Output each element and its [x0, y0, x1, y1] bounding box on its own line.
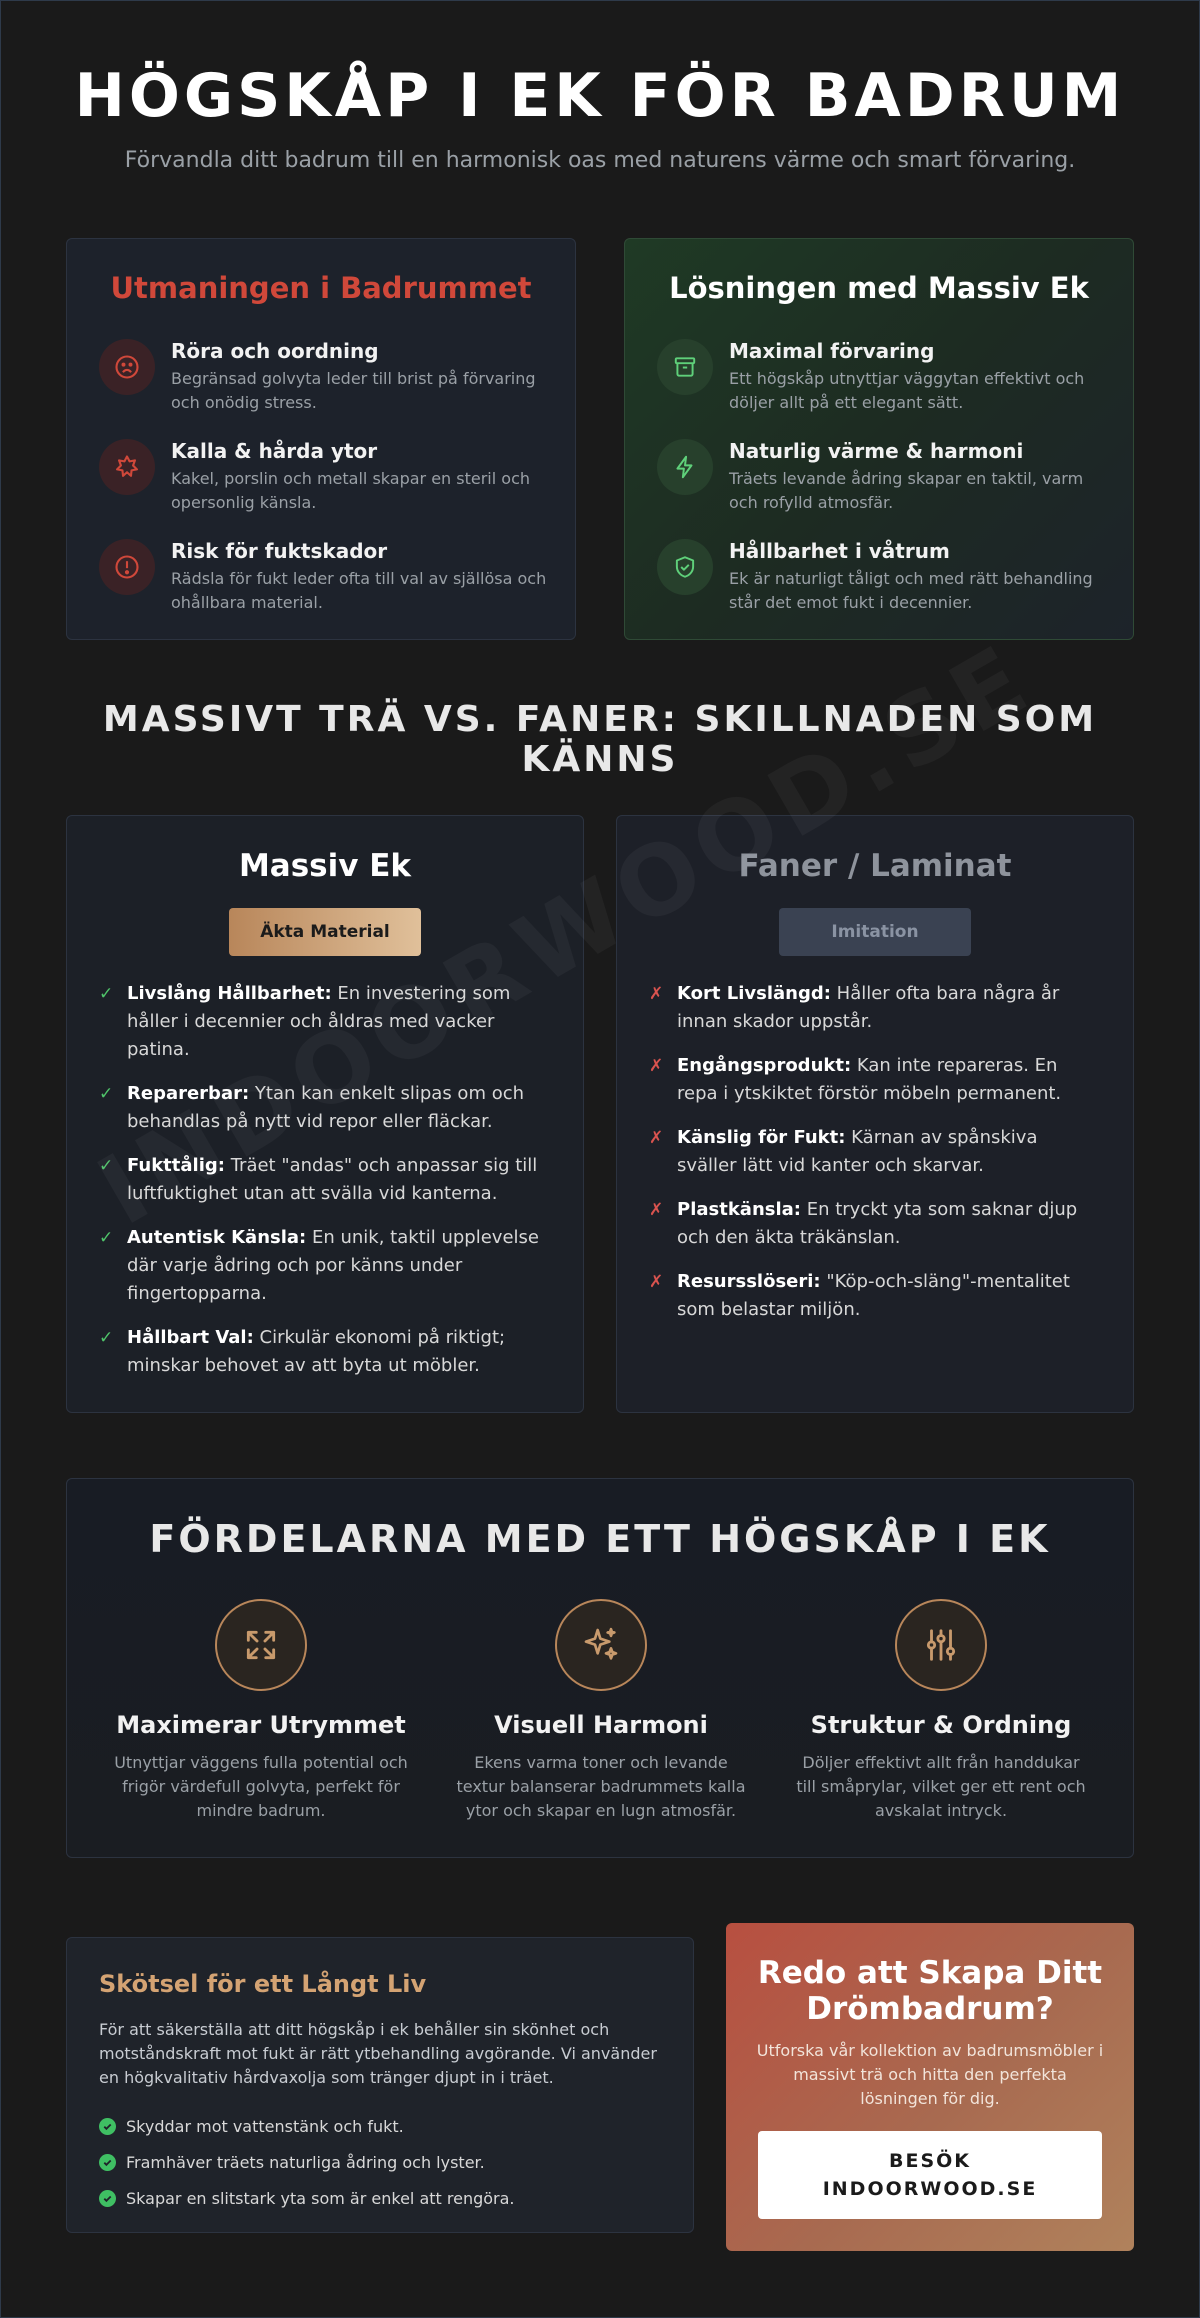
cross-icon: ✗: [649, 1272, 664, 1292]
archive-box-icon: [657, 339, 713, 395]
alert-circle-icon: [99, 539, 155, 595]
care-title: Skötsel för ett Långt Liv: [99, 1970, 427, 1998]
solution-item-desc: Ek är naturligt tåligt och med rätt behandling står det emot fukt i decennier.: [729, 569, 1093, 612]
sad-face-icon: [99, 339, 155, 395]
problem-title: Utmaningen i Badrummet: [110, 271, 532, 305]
cross-icon: ✗: [649, 1056, 664, 1076]
benefit-desc: Döljer effektivt allt från handdukar till småprylar, vilket ger ett rent och avskalat intryck.: [796, 1753, 1086, 1820]
benefits-title: FÖRDELARNA MED ETT HÖGSKÅP I EK: [149, 1517, 1051, 1561]
solid-oak-title: Massiv Ek: [238, 848, 412, 884]
check-circle-icon: [99, 2118, 116, 2135]
benefit-desc: Ekens varma toner och levande textur balanserar badrummets kalla ytor och skapar en lugn atmosfär.: [456, 1753, 746, 1820]
list-item: ✓ Hållbart Val: Cirkulär ekonomi på riktigt; minskar behovet av att byta ut möbler.: [99, 1324, 547, 1380]
list-item: ✓ Reparerbar: Ytan kan enkelt slipas om och behandlas på nytt vid repor eller fläckar.: [99, 1080, 547, 1136]
benefit-item: [776, 1599, 1106, 1823]
cta-title: Redo att Skapa Ditt Drömbadrum?: [757, 1955, 1103, 2027]
benefit-item: [436, 1599, 766, 1823]
check-circle-icon: [99, 2154, 116, 2171]
solution-item-desc: Ett högskåp utnyttjar väggytan effektivt och döljer allt på ett elegant sätt.: [729, 369, 1085, 412]
care-card: [66, 1937, 694, 2233]
solution-title: Lösningen med Massiv Ek: [669, 271, 1089, 305]
veneer-title: Faner / Laminat: [738, 848, 1012, 884]
comparison-title: MASSIVT TRÄ VS. FANER: SKILLNADEN SOM KÄNNS: [102, 699, 1098, 780]
solution-item: [657, 339, 1105, 415]
burst-icon: [99, 439, 155, 495]
cta-text: Utforska vår kollektion av badrumsmöbler i massivt trä och hitta den perfekta lösningen för dig.: [756, 2041, 1104, 2108]
care-text: För att säkerställa att ditt högskåp i ek behåller sin skönhet och motståndskraft mot fukt är rätt ytbehandling avgörande. Vi använder en högkvalitativ hårdvaxolja som tränger djupt in i träet.: [99, 2020, 657, 2087]
problem-item: [99, 339, 547, 415]
imitation-badge: Imitation: [779, 908, 971, 956]
visit-site-button[interactable]: BESÖK INDOORWOOD.SE: [758, 2131, 1102, 2219]
list-item: ✗ Resursslöseri: "Köp-och-släng"-mentalitet som belastar miljön.: [649, 1268, 1097, 1324]
list-item: ✓ Livslång Hållbarhet: En investering som håller i decennier och åldras med vacker patina.: [99, 980, 547, 1064]
problem-item-title: Kalla & hårda ytor: [171, 439, 378, 463]
solid-oak-card: [66, 815, 584, 1413]
cta-card: [726, 1923, 1134, 2251]
authentic-badge: Äkta Material: [229, 908, 421, 956]
problem-card: [66, 238, 576, 640]
care-list: [99, 2108, 661, 2216]
list-item: ✗ Engångsprodukt: Kan inte repareras. En repa i ytskiktet förstör möbeln permanent.: [649, 1052, 1097, 1108]
solution-item: [657, 539, 1105, 615]
solution-item-desc: Träets levande ådring skapar en taktil, varm och rofylld atmosfär.: [729, 469, 1084, 512]
page-subtitle: Förvandla ditt badrum till en harmonisk oas med naturens värme och smart förvaring.: [124, 148, 1076, 173]
sliders-icon: [895, 1599, 987, 1691]
check-circle-icon: [99, 2190, 116, 2207]
check-icon: ✓: [99, 1228, 114, 1248]
problem-item-desc: Rädsla för fukt leder ofta till val av själlösa och ohållbara material.: [171, 569, 547, 612]
benefit-title: Maximerar Utrymmet: [116, 1711, 406, 1739]
problem-item-title: Risk för fuktskador: [171, 539, 388, 563]
veneer-list: [649, 980, 1097, 1324]
cross-icon: ✗: [649, 1200, 664, 1220]
problem-item-desc: Begränsad golvyta leder till brist på förvaring och onödig stress.: [171, 369, 536, 412]
cross-icon: ✗: [649, 1128, 664, 1148]
solution-item-title: Maximal förvaring: [729, 339, 935, 363]
lightning-icon: [657, 439, 713, 495]
list-item: ✗ Kort Livslängd: Håller ofta bara några år innan skador uppstår.: [649, 980, 1097, 1036]
care-cta-section: [66, 1923, 1134, 2253]
sparkles-icon: [555, 1599, 647, 1691]
list-item: ✗ Känslig för Fukt: Kärnan av spånskiva sväller lätt vid kanter och skarvar.: [649, 1124, 1097, 1180]
page-title: HÖGSKÅP I EK FÖR BADRUM: [74, 61, 1126, 131]
list-item: ✗ Plastkänsla: En tryckt yta som saknar djup och den äkta träkänslan.: [649, 1196, 1097, 1252]
solution-item: [657, 439, 1105, 515]
benefits-card: [66, 1478, 1134, 1858]
expand-arrows-icon: [215, 1599, 307, 1691]
solution-card: [624, 238, 1134, 640]
check-icon: ✓: [99, 1156, 114, 1176]
check-icon: ✓: [99, 984, 114, 1004]
veneer-card: [616, 815, 1134, 1413]
benefit-desc: Utnyttjar väggens fulla potential och frigör värdefull golvyta, perfekt för mindre badrum.: [114, 1753, 408, 1820]
benefits-section: [66, 1478, 1134, 1858]
problem-item: [99, 439, 547, 515]
cross-icon: ✗: [649, 984, 664, 1004]
solution-item-title: Hållbarhet i våtrum: [729, 539, 950, 563]
check-icon: ✓: [99, 1084, 114, 1104]
problem-item: [99, 539, 547, 615]
list-item: ✓ Autentisk Känsla: En unik, taktil upplevelse där varje ådring och por känns under fingertopparna.: [99, 1224, 547, 1308]
problem-solution-section: [66, 238, 1134, 640]
list-item: Skapar en slitstark yta som är enkel att rengöra.: [99, 2180, 661, 2216]
list-item: ✓ Fukttålig: Träet "andas" och anpassar sig till luftfuktighet utan att svälla vid kanterna.: [99, 1152, 547, 1208]
list-item: Framhäver träets naturliga ådring och lyster.: [99, 2144, 661, 2180]
problem-item-desc: Kakel, porslin och metall skapar en steril och opersonlig känsla.: [171, 469, 530, 512]
comparison-section: [66, 815, 1134, 1413]
benefit-title: Struktur & Ordning: [810, 1711, 1072, 1739]
benefit-item: [96, 1599, 426, 1823]
shield-check-icon: [657, 539, 713, 595]
solution-item-title: Naturlig värme & harmoni: [729, 439, 1024, 463]
list-item: Skyddar mot vattenstänk och fukt.: [99, 2108, 661, 2144]
check-icon: ✓: [99, 1328, 114, 1348]
solid-oak-list: [99, 980, 547, 1380]
problem-item-title: Röra och oordning: [171, 339, 379, 363]
benefit-title: Visuell Harmoni: [494, 1711, 708, 1739]
